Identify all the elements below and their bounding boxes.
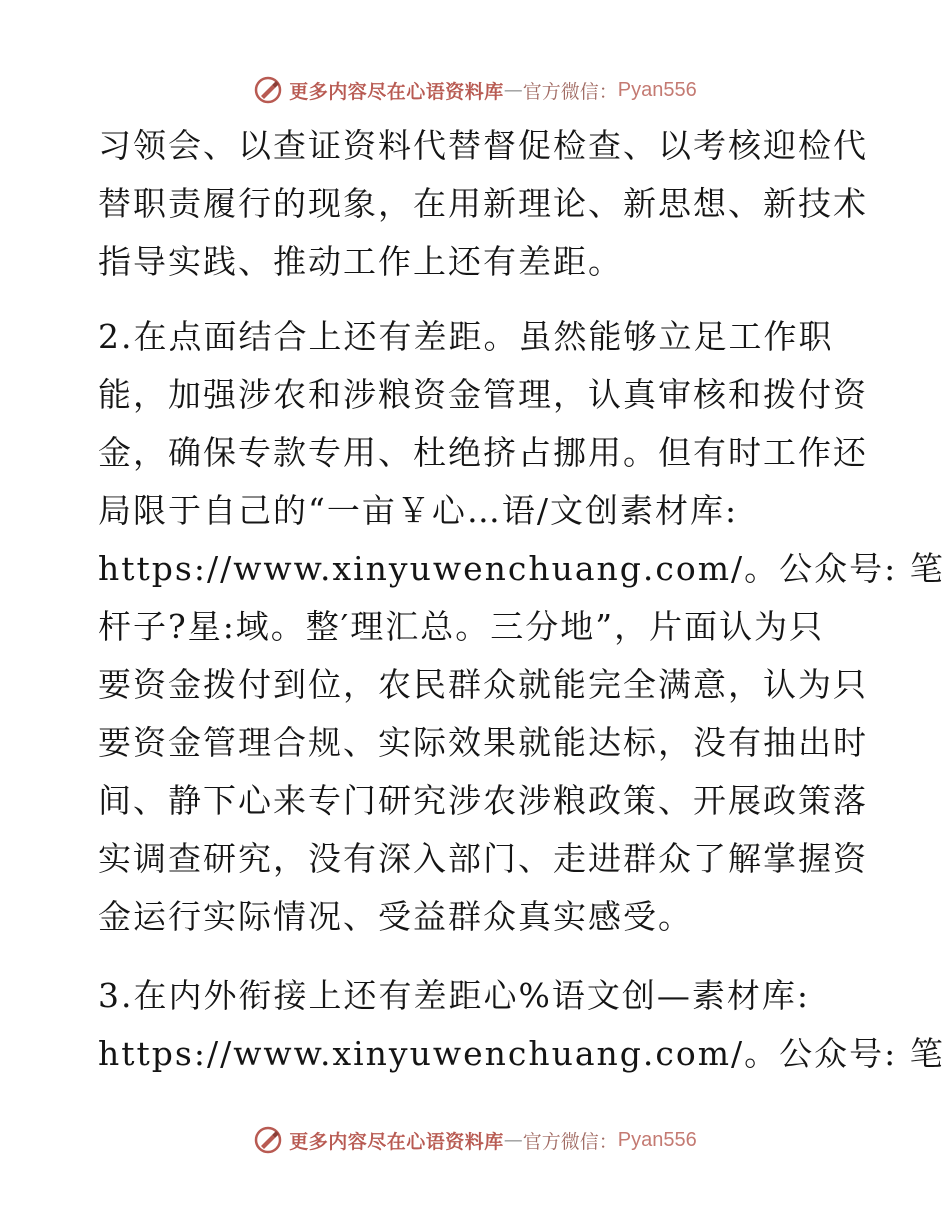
banner-dash: — <box>503 79 523 101</box>
paragraph-2 <box>98 308 945 946</box>
banner-wechat-label: 官方微信： <box>522 80 618 103</box>
text-line: 指导实践、推动工作上还有差距。 <box>98 242 623 281</box>
footer-slogan: 更多内容尽在心语资料库 <box>289 1130 504 1153</box>
text-line: 习领会、以查证资料代替督促检查、以考核迎检代 <box>98 126 868 165</box>
text-line: 2.在点面结合上还有差距。虽然能够立足工作职 <box>98 317 834 356</box>
text-line: 3.在内外衔接上还有差距心%语文创—素材库: <box>98 976 810 1015</box>
text-line: 金，确保专款专用、杜绝挤占挪用。但有时工作还 <box>98 433 868 472</box>
banner-slogan: 更多内容尽在心语资料库 <box>289 80 504 103</box>
text-line-url: https://www.xinyuwenchuang.com/。公众号: 笔 <box>98 549 945 588</box>
text-line: 要资金管理合规、实际效果就能达标，没有抽出时 <box>98 723 868 762</box>
pen-seal-icon <box>253 75 283 105</box>
paragraph-1 <box>98 117 868 291</box>
text-line: 局限于自己的“一亩￥心…语/文创素材库: <box>98 491 739 530</box>
text-line: 能，加强涉农和涉粮资金管理，认真审核和拨付资 <box>98 375 868 414</box>
footer-wechat-id: Pyan556 <box>617 1128 697 1151</box>
text-line: 杆子?星:域。整′理汇总。三分地”，片面认为只 <box>98 607 825 646</box>
text-line: 实调查研究，没有深入部门、走进群众了解掌握资 <box>98 839 868 878</box>
footer-wechat-label: 官方微信： <box>522 1130 618 1153</box>
pen-seal-icon <box>253 1125 283 1155</box>
text-line: 要资金拨付到位，农民群众就能完全满意，认为只 <box>98 665 868 704</box>
text-line-url: https://www.xinyuwenchuang.com/。公众号: 笔 <box>98 1034 945 1073</box>
banner-wechat-id: Pyan556 <box>617 78 697 101</box>
text-line: 金运行实际情况、受益群众真实感受。 <box>98 897 693 936</box>
text-line: 替职责履行的现象，在用新理论、新思想、新技术 <box>98 184 868 223</box>
text-line: 间、静下心来专门研究涉农涉粮政策、开展政策落 <box>98 781 868 820</box>
header-banner <box>0 70 950 110</box>
footer-banner <box>0 1120 950 1160</box>
paragraph-3 <box>98 967 945 1083</box>
footer-dash: — <box>503 1129 523 1151</box>
